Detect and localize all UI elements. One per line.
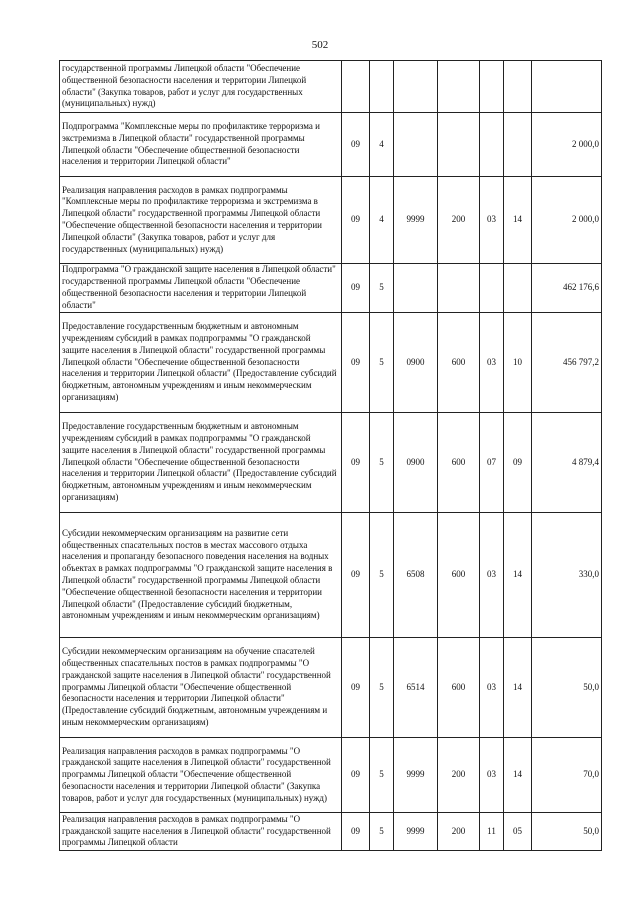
subprogram-code: 5 [370,738,394,813]
row-description: Реализация направления расходов в рамках подпрограммы "О гражданской защите населения в Липецкой области" государственной программы Липецкой области [60,813,342,851]
amount-value: 330,0 [532,513,602,638]
row-description: Подпрограмма "Комплексные меры по профилактике терроризма и экстремизма в Липецкой области" государственной программы Липецкой области "Обеспечение общественной безопасности населения и территории Липецкой области" [60,113,342,177]
amount-value: 2 000,0 [532,177,602,264]
table-row [60,313,602,413]
budget-table [59,60,602,851]
table-row [60,264,602,313]
expense-type-code: 600 [438,638,480,738]
expense-type-code: 600 [438,513,480,638]
expense-type-code: 600 [438,413,480,513]
subsection-code: 10 [504,313,532,413]
table-row [60,413,602,513]
expense-type-code: 600 [438,313,480,413]
table-row [60,61,602,113]
page-number: 502 [311,39,329,51]
direction-code: 6508 [394,513,438,638]
program-code: 09 [342,264,370,313]
program-code: 09 [342,638,370,738]
table-row [60,638,602,738]
subprogram-code: 5 [370,264,394,313]
amount-value: 2 000,0 [532,113,602,177]
table-row [60,738,602,813]
row-description: Реализация направления расходов в рамках подпрограммы "О гражданской защите населения в Липецкой области" государственной программы Липецкой области "Обеспечение общественной безопасности населения и территории Липецкой области" (Закупка товаров, работ и услуг для государственных (муниципальных) нужд) [60,738,342,813]
subprogram-code: 5 [370,513,394,638]
direction-code [394,113,438,177]
subprogram-code: 5 [370,638,394,738]
program-code: 09 [342,313,370,413]
section-code: 03 [480,638,504,738]
direction-code: 0900 [394,413,438,513]
amount-value: 70,0 [532,738,602,813]
expense-type-code: 200 [438,177,480,264]
section-code [480,264,504,313]
amount-value [532,61,602,113]
amount-value: 50,0 [532,813,602,851]
section-code: 03 [480,313,504,413]
subsection-code: 14 [504,738,532,813]
table-body [60,61,602,851]
section-code: 03 [480,513,504,638]
subsection-code [504,113,532,177]
expense-type-code [438,264,480,313]
program-code [342,61,370,113]
row-description: Подпрограмма "О гражданской защите населения в Липецкой области" государственной программы Липецкой области "Обеспечение общественной безопасности населения и территории Липецкой области" [60,264,342,313]
table-row [60,113,602,177]
direction-code: 6514 [394,638,438,738]
direction-code: 0900 [394,313,438,413]
amount-value: 462 176,6 [532,264,602,313]
section-code: 03 [480,177,504,264]
amount-value: 4 879,4 [532,413,602,513]
row-description: Субсидии некоммерческим организациям на обучение спасателей общественных спасательных постов в рамках подпрограммы "О гражданской защите населения в Липецкой области" государственной программы Липецкой области "Обеспечение общественной безопасности населения и территории Липецкой области" (Предоставление субсидий бюджетным, автономным учреждениям и иным некоммерческим организациям) [60,638,342,738]
program-code: 09 [342,738,370,813]
subprogram-code [370,61,394,113]
subsection-code [504,264,532,313]
subsection-code: 14 [504,177,532,264]
subsection-code [504,61,532,113]
table-row [60,177,602,264]
subsection-code: 09 [504,413,532,513]
direction-code: 9999 [394,738,438,813]
amount-value: 456 797,2 [532,313,602,413]
section-code [480,61,504,113]
direction-code: 9999 [394,813,438,851]
direction-code [394,61,438,113]
subsection-code: 05 [504,813,532,851]
row-description: государственной программы Липецкой области "Обеспечение общественной безопасности населения и территории Липецкой области" (Закупка товаров, работ и услуг для государственных (муниципальных) нужд) [60,61,342,113]
program-code: 09 [342,177,370,264]
table-row [60,513,602,638]
subprogram-code: 5 [370,313,394,413]
expense-type-code: 200 [438,738,480,813]
program-code: 09 [342,513,370,638]
row-description: Предоставление государственным бюджетным и автономным учреждениям субсидий в рамках подпрограммы "О гражданской защите населения в Липецкой области" государственной программы Липецкой области "Обеспечение общественной безопасности населения и территории Липецкой области" (Предоставление субсидий бюджетным, автономным учреждениям и иным некоммерческим организациям) [60,413,342,513]
expense-type-code: 200 [438,813,480,851]
program-code: 09 [342,113,370,177]
program-code: 09 [342,813,370,851]
section-code: 03 [480,738,504,813]
subprogram-code: 4 [370,177,394,264]
amount-value: 50,0 [532,638,602,738]
subprogram-code: 5 [370,813,394,851]
expense-type-code [438,113,480,177]
subsection-code: 14 [504,513,532,638]
row-description: Реализация направления расходов в рамках подпрограммы "Комплексные меры по профилактике терроризма и экстремизма в Липецкой области" государственной программы Липецкой области "Обеспечение общественной безопасности населения и территории Липецкой области" (Закупка товаров, работ и услуг для государственных (муниципальных) нужд) [60,177,342,264]
subsection-code: 14 [504,638,532,738]
section-code [480,113,504,177]
program-code: 09 [342,413,370,513]
table-row [60,813,602,851]
row-description: Предоставление государственным бюджетным и автономным учреждениям субсидий в рамках подпрограммы "О гражданской защите населения в Липецкой области" государственной программы Липецкой области "Обеспечение общественной безопасности населения и территории Липецкой области" (Предоставление субсидий бюджетным, автономным учреждениям и иным некоммерческим организациям) [60,313,342,413]
expense-type-code [438,61,480,113]
section-code: 07 [480,413,504,513]
row-description: Субсидии некоммерческим организациям на развитие сети общественных спасательных постов в местах массового отдыха населения и пропаганду безопасного поведения населения на водных объектах в рамках подпрограммы "О гражданской защите населения в Липецкой области" государственной программы Липецкой области "Обеспечение общественной безопасности населения и территории Липецкой области" (Предоставление субсидий бюджетным, автономным учреждениям и иным некоммерческим организациям) [60,513,342,638]
direction-code: 9999 [394,177,438,264]
section-code: 11 [480,813,504,851]
subprogram-code: 4 [370,113,394,177]
direction-code [394,264,438,313]
subprogram-code: 5 [370,413,394,513]
